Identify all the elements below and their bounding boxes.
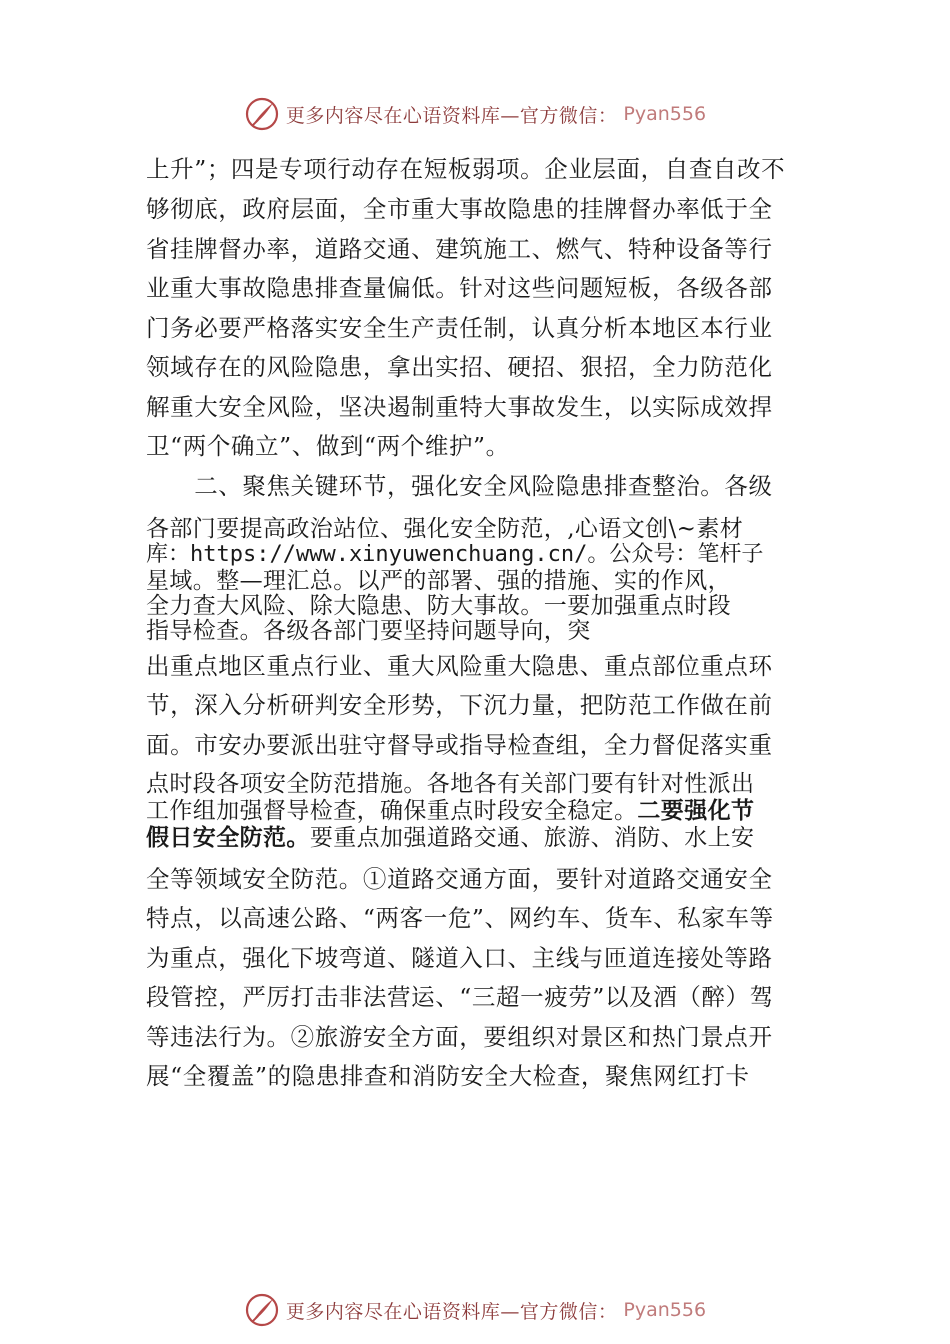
text-line: 门务必要严格落实安全生产责任制，认真分析本地区本行业 <box>146 314 773 342</box>
text-line: 够彻底，政府层面，全市重大事故隐患的挂牌督办率低于全 <box>146 195 773 223</box>
text-line: 段管控，严厉打击非法营运、“三超一疲劳”以及酒（醉）驾 <box>146 983 774 1011</box>
text-line: 解重大安全风险，坚决遏制重特大事故发生，以实际成效捍 <box>146 393 773 421</box>
text-run: 工作组加强督导检查，确保重点时段安全稳定。 <box>146 798 638 824</box>
text-line: 全等领域安全防范。①道路交通方面，要针对道路交通安全 <box>146 865 773 893</box>
bold-heading-run: 假日安全防范。 <box>146 825 310 851</box>
text-run: 要重点加强道路交通、旅游、消防、水上安 <box>309 825 755 851</box>
feather-pen-seal-icon <box>244 1292 280 1328</box>
text-line: 上升”；四是专项行动存在短板弱项。企业层面，自查自改不 <box>146 155 786 183</box>
section-heading-line: 二、聚焦关键环节，强化安全风险隐患排查整治。各级 <box>146 472 773 500</box>
text-line: 省挂牌督办率，道路交通、建筑施工、燃气、特种设备等行 <box>146 235 773 263</box>
text-line: 领域存在的风险隐患，拿出实招、硬招、狠招，全力防范化 <box>146 353 773 381</box>
feather-pen-seal-icon <box>244 96 280 132</box>
text-line: 节，深入分析研判安全形势，下沉力量，把防范工作做在前 <box>146 691 773 719</box>
text-line: 各部门要提高政治站位、强化安全防范，,心语文创\~素材 <box>146 516 744 542</box>
text-line: 等违法行为。②旅游安全方面，要组织对景区和热门景点开 <box>146 1023 773 1051</box>
url-line: 库：https://www.xinyuwenchuang.cn/。公众号：笔杆子 <box>146 542 764 567</box>
footer-banner <box>0 1290 950 1330</box>
text-line <box>146 827 754 850</box>
text-line: 出重点地区重点行业、重大风险重大隐患、重点部位重点环 <box>146 652 773 680</box>
wechat-id: Pyan556 <box>623 1299 707 1321</box>
text-line: 业重大事故隐患排查量偏低。针对这些问题短板，各级各部 <box>146 274 773 302</box>
text-line: 点时段各项安全防范措施。各地各有关部门要有针对性派出 <box>146 771 755 797</box>
text-line <box>146 800 754 823</box>
text-line: 星域。整—理汇总。以严的部署、强的措施、实的作风， <box>146 568 731 594</box>
text-line: 面。市安办要派出驻守督导或指导检查组，全力督促落实重 <box>146 731 773 759</box>
header-banner <box>0 94 950 134</box>
wechat-id: Pyan556 <box>623 103 707 125</box>
text-line: 特点，以高速公路、“两客一危”、网约车、货车、私家车等 <box>146 904 774 932</box>
bold-heading-run: 二要强化节 <box>637 798 755 824</box>
text-line: 指导检查。各级各部门要坚持问题导向，突 <box>146 618 591 644</box>
text-line: 全力查大风险、除大隐患、防大事故。一要加强重点时段 <box>146 593 731 619</box>
text-line: 卫“两个确立”、做到“两个维护”。 <box>146 432 510 460</box>
banner-text: 更多内容尽在心语资料库—官方微信： <box>285 1300 618 1323</box>
banner-text: 更多内容尽在心语资料库—官方微信： <box>285 104 618 127</box>
text-line: 展“全覆盖”的隐患排查和消防安全大检查，聚焦网红打卡 <box>146 1062 750 1090</box>
text-line: 为重点，强化下坡弯道、隧道入口、主线与匝道连接处等路 <box>146 944 773 972</box>
